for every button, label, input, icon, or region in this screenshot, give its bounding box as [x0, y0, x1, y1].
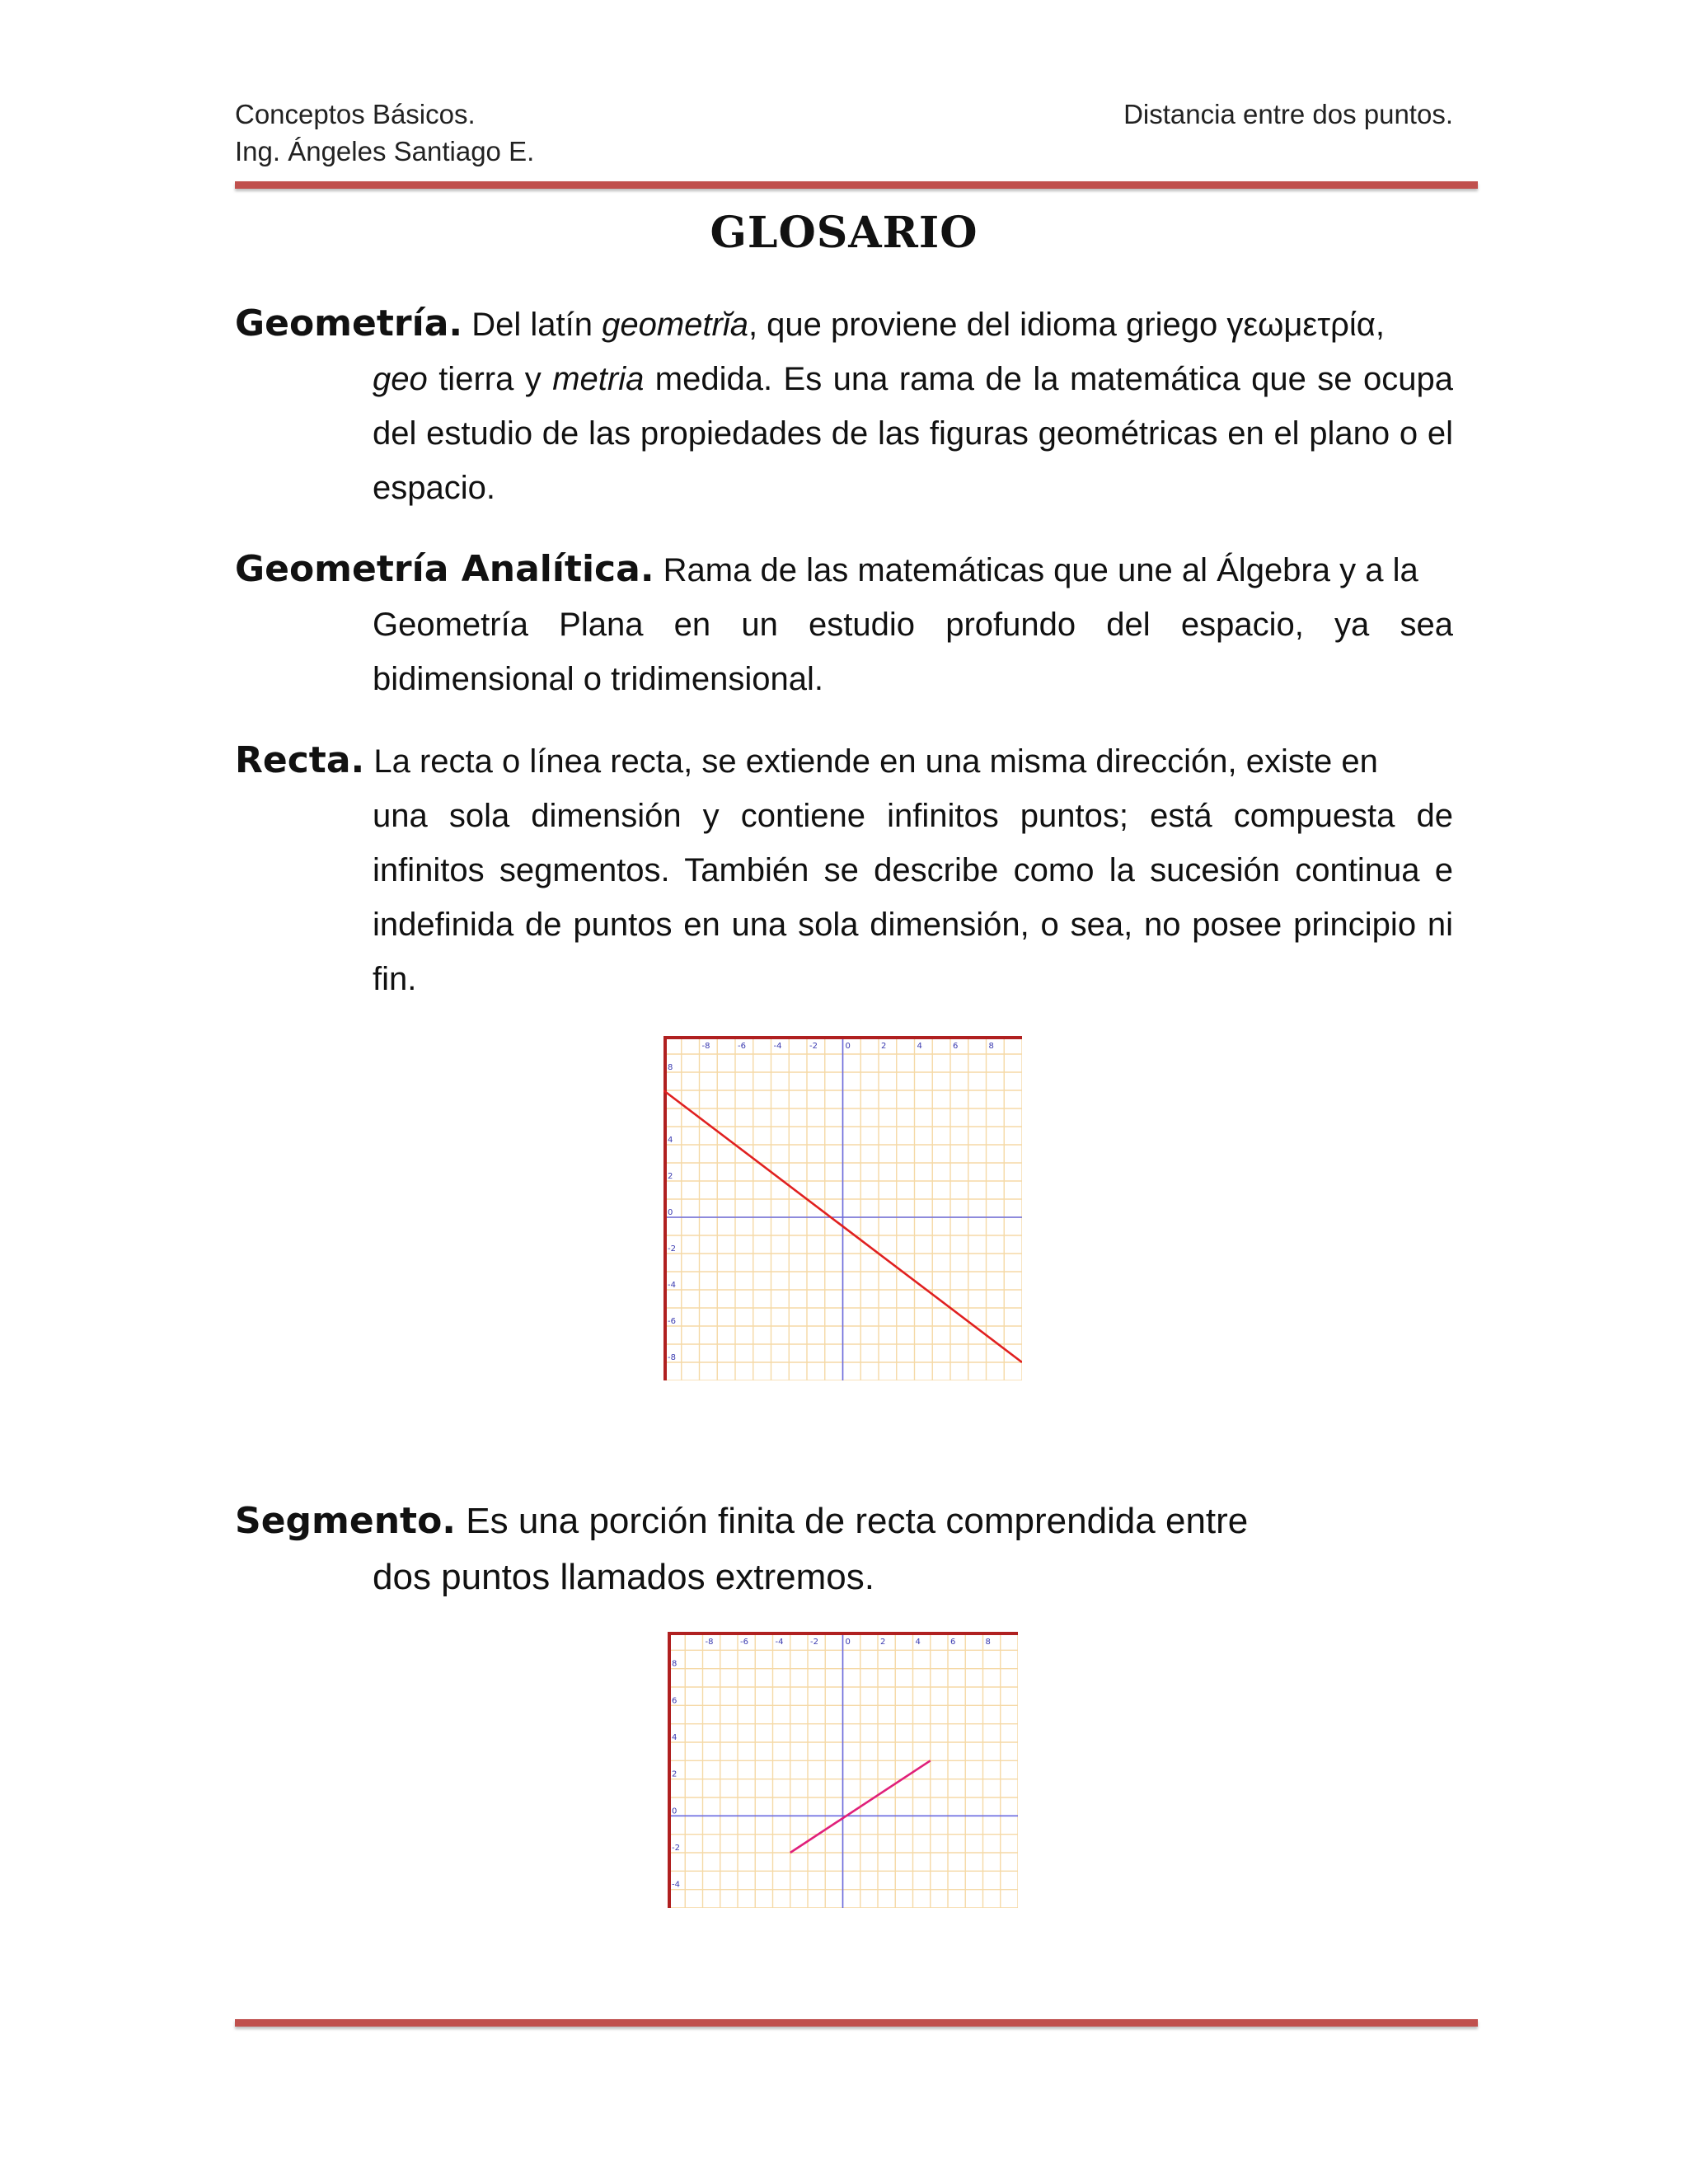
def-text: Del latín: [462, 307, 603, 343]
header-left-line1: Conceptos Básicos.: [235, 99, 476, 129]
x-tick-label: 4: [915, 1638, 921, 1647]
term-geometria-analitica: Geometría Analítica.: [235, 548, 654, 590]
glossary-entry-geometria: [235, 297, 1453, 515]
def-continuation: Geometría Plana en un estudio profundo del espacio, ya sea bidimensional o tridimensional.: [373, 607, 1453, 697]
y-tick-label: -8: [668, 1353, 676, 1362]
header-rule: [235, 181, 1478, 189]
y-tick-label: -2: [668, 1244, 676, 1254]
segmento-plot-svg: [668, 1632, 1018, 1908]
def-italic: metria: [552, 361, 645, 397]
x-tick-label: 0: [845, 1042, 851, 1051]
x-tick-label: -4: [775, 1638, 784, 1647]
y-tick-label: 4: [668, 1136, 673, 1145]
y-tick-label: 8: [672, 1659, 678, 1669]
x-tick-label: 8: [988, 1042, 994, 1051]
x-tick-label: 0: [845, 1638, 851, 1647]
y-tick-label: -6: [668, 1317, 676, 1326]
glossary-entry-segmento: [235, 1493, 1453, 1605]
def-continuation: [373, 352, 1453, 515]
y-tick-label: 4: [672, 1733, 678, 1742]
term-segmento: Segmento.: [235, 1500, 457, 1542]
y-tick-label: -4: [668, 1281, 676, 1290]
x-tick-label: -2: [809, 1042, 818, 1051]
def-text: La recta o línea recta, se extiende en una misma dirección, existe en: [364, 743, 1378, 780]
def-continuation: una sola dimensión y contiene infinitos puntos; está compuesta de infinitos segmentos. También se describe como la sucesión continua e indefinida de puntos en una sola dimensión, o sea, no posee principio ni fin.: [373, 798, 1453, 997]
def-text: Rama de las matemáticas que une al Álgebra y a la: [654, 552, 1418, 588]
y-tick-label: 0: [672, 1807, 678, 1816]
y-tick-label: -2: [672, 1844, 680, 1853]
glossary-entry-recta: [235, 733, 1453, 1006]
x-tick-label: 6: [950, 1638, 956, 1647]
def-italic: geometrĭa: [602, 307, 748, 343]
glossary-entry-geometria-analitica: [235, 542, 1453, 706]
plot-frame-top: [663, 1036, 1022, 1039]
y-tick-label: 0: [668, 1208, 673, 1217]
page-title: GLOSARIO: [710, 208, 978, 258]
x-tick-label: 2: [881, 1042, 887, 1051]
plot-frame-left: [663, 1036, 667, 1380]
header-left-line2: Ing. Ángeles Santiago E.: [235, 136, 535, 166]
x-tick-label: -6: [738, 1042, 746, 1051]
recta-plot-svg: [663, 1036, 1022, 1380]
x-tick-label: -8: [705, 1638, 714, 1647]
y-tick-label: 6: [672, 1696, 678, 1706]
x-tick-label: -2: [810, 1638, 818, 1647]
header-right: Distancia entre dos puntos.: [1123, 99, 1453, 129]
x-tick-label: -4: [773, 1042, 782, 1051]
plot-frame-top: [668, 1632, 1018, 1635]
y-tick-label: 8: [668, 1063, 673, 1072]
plot-frame-left: [668, 1632, 671, 1908]
x-tick-label: 8: [985, 1638, 991, 1647]
def-text: medida. Es una rama de la matemática que se ocupa del estudio de las propiedades de las figuras geométricas en el plano o el espacio.: [373, 361, 1453, 506]
recta-plot: [663, 1036, 1022, 1380]
x-tick-label: -6: [740, 1638, 748, 1647]
def-italic: geo: [373, 361, 428, 397]
def-continuation: dos puntos llamados extremos.: [373, 1557, 874, 1597]
x-tick-label: 4: [917, 1042, 922, 1051]
def-text: , que proviene del idioma griego γεωμετρία,: [748, 307, 1385, 343]
def-text: Es una porción finita de recta comprendida entre: [456, 1501, 1249, 1541]
term-recta: Recta.: [235, 739, 365, 781]
x-tick-label: -8: [701, 1042, 710, 1051]
y-tick-label: 2: [672, 1769, 678, 1779]
x-tick-label: 2: [880, 1638, 886, 1647]
y-tick-label: 2: [668, 1172, 673, 1181]
footer-rule: [235, 2019, 1478, 2027]
x-tick-label: 6: [953, 1042, 959, 1051]
def-text: tierra y: [427, 361, 553, 397]
y-tick-label: -4: [672, 1880, 680, 1890]
term-geometria: Geometría.: [235, 302, 463, 344]
segmento-plot: [668, 1632, 1018, 1908]
